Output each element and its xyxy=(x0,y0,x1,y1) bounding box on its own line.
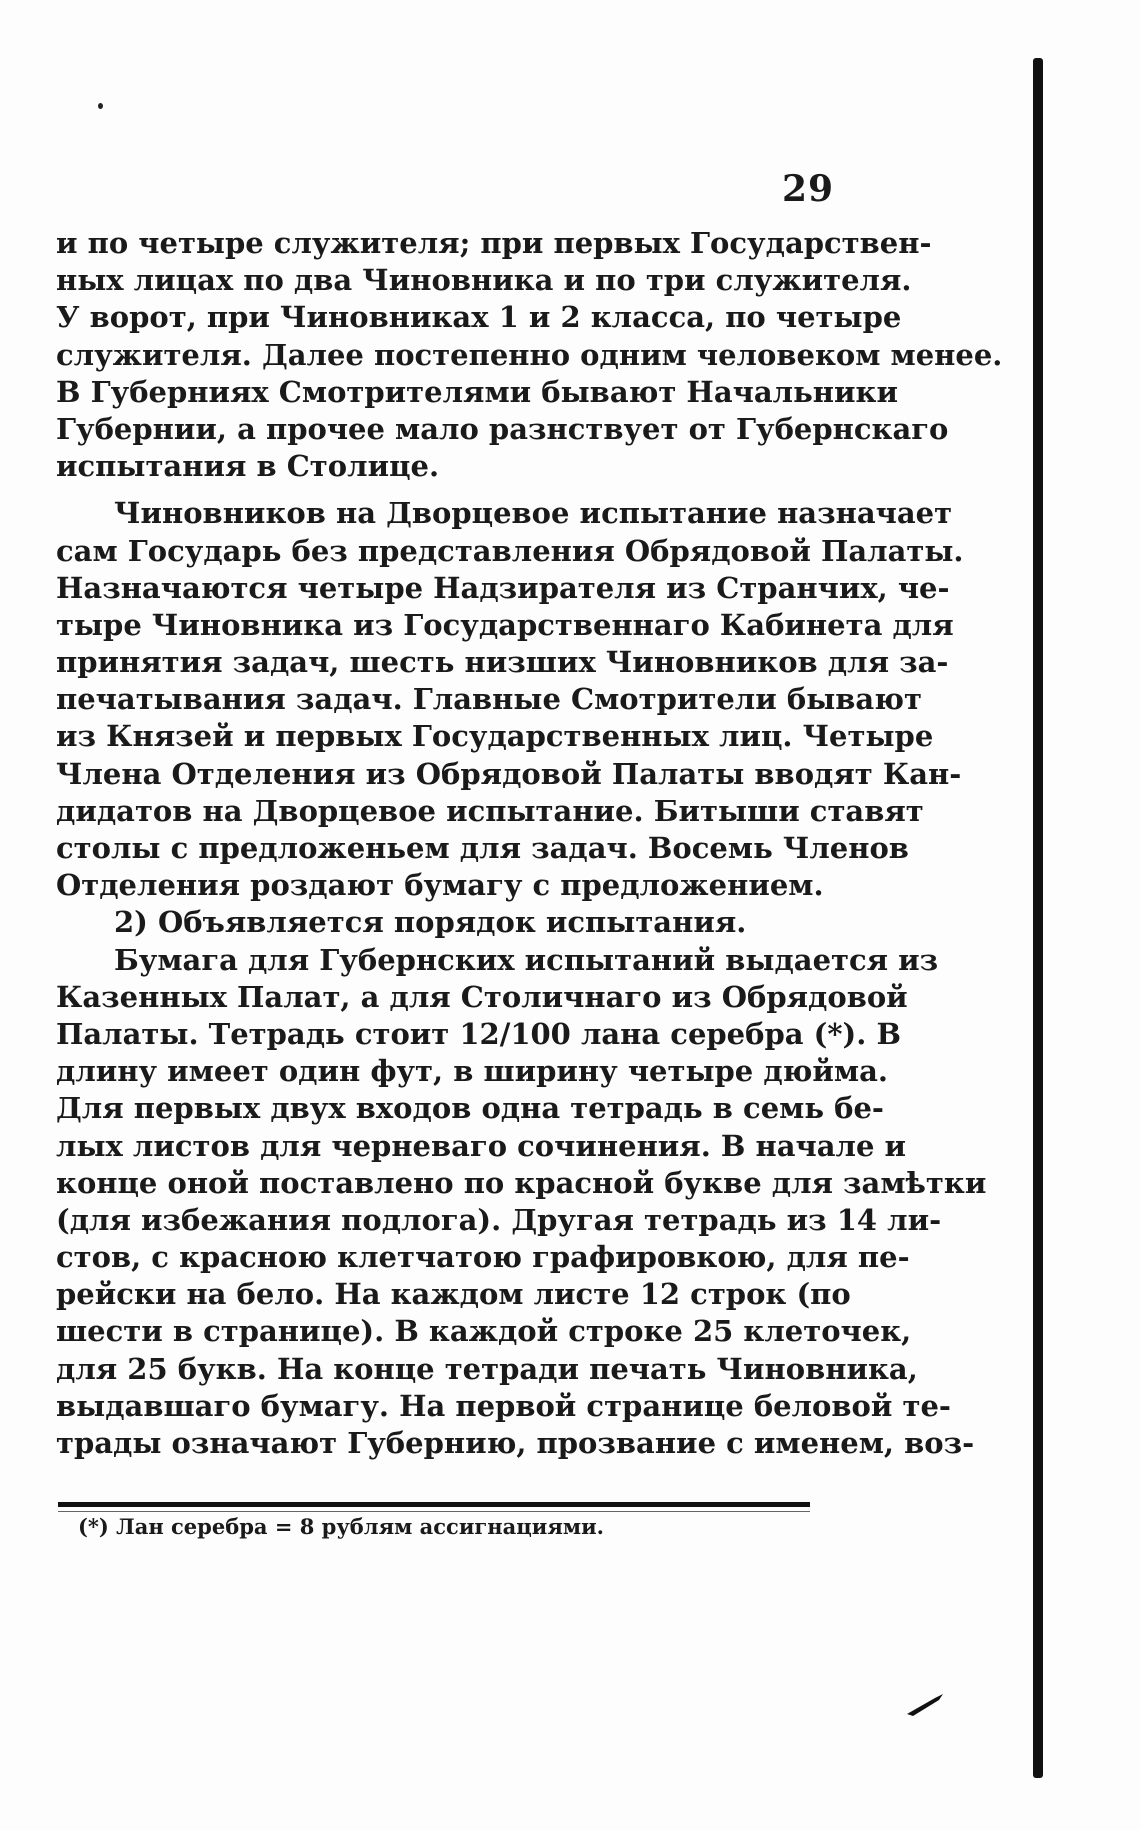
text-line: рейски на бело. На каждом листе 12 строк (по xyxy=(56,1277,851,1312)
text-line: У ворот, при Чиновниках 1 и 2 класса, по четыре xyxy=(56,300,902,335)
ink-mark xyxy=(905,1692,945,1718)
footnote-rule-thin xyxy=(58,1511,810,1512)
text-line: трады означают Губернию, прозвание с именем, воз- xyxy=(56,1426,975,1460)
text-line: ных лицах по два Чиновника и по три служителя. xyxy=(56,263,912,298)
text-line: Бумага для Губернских испытаний выдается из xyxy=(114,942,939,977)
text-line: печатывания задач. Главные Смотрители бывают xyxy=(56,682,922,717)
text-line: шести в странице). В каждой строке 25 клеточек, xyxy=(56,1314,912,1349)
ink-speck xyxy=(98,103,103,109)
text-line: и по четыре служителя; при первых Государствен- xyxy=(56,226,932,260)
text-line: из Князей и первых Государственных лиц. Четыре xyxy=(56,719,934,754)
paragraph-gap xyxy=(56,485,816,495)
text-line: испытания в Столице. xyxy=(56,449,440,484)
text-line: дидатов на Дворцевое испытание. Битыши ставят xyxy=(56,793,924,828)
text-line: (для избежания подлога). Другая тетрадь из 14 ли- xyxy=(56,1202,942,1237)
section-heading: 2) Объявляется порядок испытания. xyxy=(114,905,747,940)
text-line: для 25 букв. На конце тетради печать Чиновника, xyxy=(56,1351,918,1386)
text-line: лых листов для черневаго сочинения. В начале и xyxy=(56,1128,907,1163)
text-line: сам Государь без представления Обрядовой Палаты. xyxy=(56,533,964,568)
text-line: Палаты. Тетрадь стоит 12/100 лана серебра (*). В xyxy=(56,1016,901,1051)
text-line: длину имеет один фут, в ширину четыре дюйма. xyxy=(56,1054,889,1089)
text-line: тыре Чиновника из Государственнаго Кабинета для xyxy=(56,607,954,642)
text-line: Чиновников на Дворцевое испытание назначает xyxy=(114,496,953,531)
text-line: конце оной поставлено по красной букве для замѣтки xyxy=(56,1165,987,1200)
text-line: В Губерниях Смотрителями бывают Начальники xyxy=(56,374,898,409)
text-line: Губернии, а прочее мало разнствует от Губернскаго xyxy=(56,411,949,446)
book-spine-shadow xyxy=(1033,58,1043,1778)
page-number: 29 xyxy=(782,168,835,210)
text-line: Назначаются четыре Надзирателя из Странчих, че- xyxy=(56,570,950,605)
text-line: Для первых двух входов одна тетрадь в семь бе- xyxy=(56,1091,884,1126)
text-line: Отделения роздают бумагу с предложением. xyxy=(56,868,824,903)
footnote-rule xyxy=(58,1502,810,1507)
body-text xyxy=(56,225,1003,1462)
text-line: выдавшаго бумагу. На первой странице беловой те- xyxy=(56,1388,951,1423)
footnote: (*) Лан серебра = 8 рублям ассигнациями. xyxy=(78,1514,604,1539)
text-line: Казенных Палат, а для Столичнаго из Обрядовой xyxy=(56,979,908,1014)
text-line: стов, с красною клетчатою графировкою, для пе- xyxy=(56,1240,910,1275)
text-line: служителя. Далее постепенно одним человеком менее. xyxy=(56,337,1003,372)
text-line: принятия задач, шесть низших Чиновников для за- xyxy=(56,645,949,680)
text-line: Члена Отделения из Обрядовой Палаты вводят Кан- xyxy=(56,756,962,791)
text-line: столы с предложеньем для задач. Восемь Членов xyxy=(56,831,909,865)
